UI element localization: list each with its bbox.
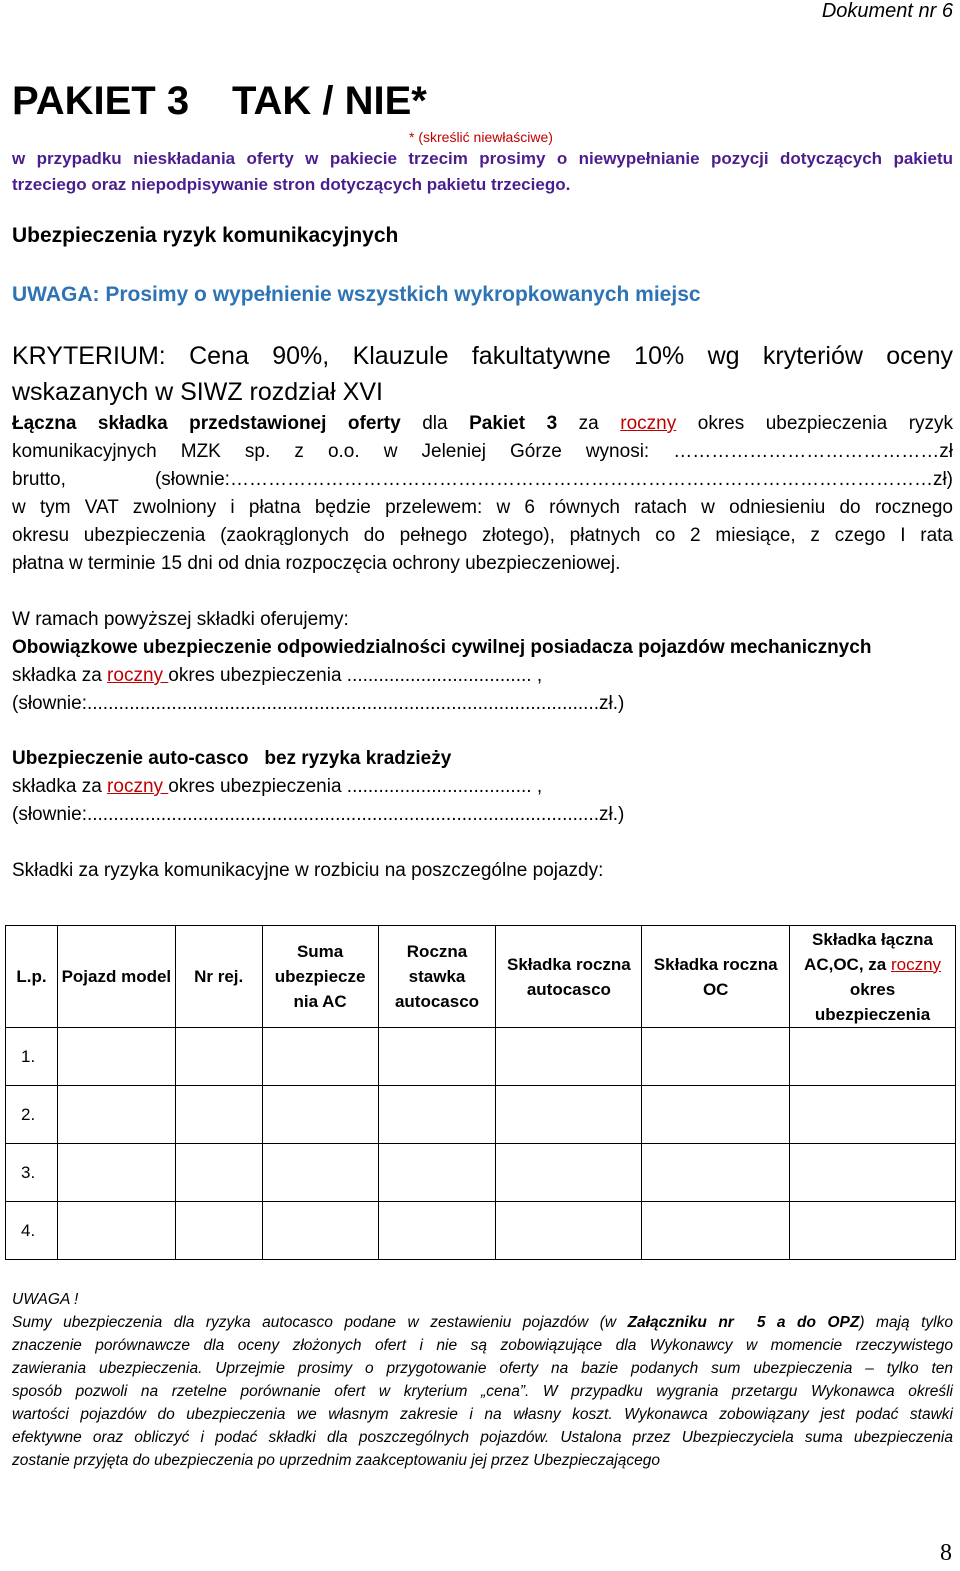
ac-premium-roczny: roczny — [107, 776, 169, 797]
header-sum-insured-ac: Suma ubezpiecze nia AC — [262, 926, 378, 1028]
premium-za: za — [578, 413, 599, 434]
header-total-roczny: roczny — [890, 954, 942, 974]
cell-premium-ac[interactable] — [496, 1144, 642, 1202]
instruction-line-1: w przypadku nieskładania oferty w pakiecie trzecim prosimy o niewypełnianie pozycji dotyczących pakietu — [12, 149, 953, 168]
cell-vehicle-model[interactable] — [57, 1144, 175, 1202]
premium-total-label: Łączna składka przedstawionej oferty — [12, 413, 401, 434]
footnote-title: UWAGA ! — [12, 1291, 79, 1308]
cell-reg-number[interactable] — [175, 1202, 262, 1260]
table-row — [6, 1028, 956, 1086]
footnote-line-1-a: Sumy ubezpieczenia dla ryzyka autocasco podane w zestawieniu pojazdów (w — [12, 1314, 628, 1331]
footnote-line-4: sposób pozwoli na rzetelne porównanie ofert w kryterium „cena”. W przypadku wygrania przetargu Wykonawca określi — [12, 1383, 953, 1400]
footnote-line-1 — [12, 1311, 953, 1334]
header-reg-number: Nr rej. — [175, 926, 262, 1028]
header-annual-premium-ac: Składka roczna autocasco — [496, 926, 642, 1028]
cell-sum-insured[interactable] — [262, 1028, 378, 1086]
cell-reg-number[interactable] — [175, 1028, 262, 1086]
oc-premium-roczny: roczny — [107, 665, 169, 686]
oc-premium-line — [12, 663, 542, 689]
yes-no-choice: TAK / NIE* — [232, 79, 427, 123]
header-total-premium — [790, 926, 956, 1028]
footnote-line-1-bold: Załączniku nr 5 a do OPZ — [627, 1314, 860, 1331]
header-total-c: okres — [849, 979, 896, 999]
header-annual-rate-ac: Roczna stawka autocasco — [378, 926, 496, 1028]
cell-vehicle-model[interactable] — [57, 1028, 175, 1086]
header-total-b: AC,OC, za — [804, 954, 891, 974]
cell-total[interactable] — [790, 1086, 956, 1144]
cell-reg-number[interactable] — [175, 1144, 262, 1202]
criteria-line-2: wskazanych w SIWZ rozdział XVI — [12, 378, 383, 406]
header-vehicle-model: Pojazd model — [57, 926, 175, 1028]
ac-premium-post: okres ubezpieczenia ................................... , — [168, 776, 543, 797]
cell-sum-insured[interactable] — [262, 1144, 378, 1202]
footnote-line-1-c: ) mają tylko — [859, 1314, 953, 1331]
table-intro: Składki za ryzyka komunikacyjne w rozbiciu na poszczególne pojazdy: — [12, 860, 604, 881]
row-number: 3. — [6, 1144, 58, 1202]
ac-title: Ubezpieczenie auto-casco bez ryzyka kradzieży — [12, 748, 452, 769]
oc-words: (słownie:.................................................................................................zł.) — [12, 693, 625, 714]
cell-premium-ac[interactable] — [496, 1202, 642, 1260]
cell-premium-oc[interactable] — [642, 1028, 790, 1086]
premium-pakiet: Pakiet 3 — [469, 413, 558, 434]
table-row — [6, 1202, 956, 1260]
cell-annual-rate[interactable] — [378, 1144, 496, 1202]
row-number: 4. — [6, 1202, 58, 1260]
premium-line-6: płatna w terminie 15 dni od dnia rozpoczęcia ochrony ubezpieczeniowej. — [12, 553, 621, 574]
oc-title: Obowiązkowe ubezpieczenie odpowiedzialności cywilnej posiadacza pojazdów mechanicznych — [12, 637, 872, 658]
cell-premium-oc[interactable] — [642, 1144, 790, 1202]
page-number: 8 — [940, 1540, 952, 1566]
footnote-line-5: wartości pojazdów do ubezpieczenia we własnym zakresie i na własny koszt. Wykonawca zobowiązany jest podać stawki — [12, 1406, 953, 1423]
vehicles-table — [5, 925, 956, 1260]
premium-line-4: w tym VAT zwolniony i płatna będzie przelewem: w 6 równych ratach w odniesieniu do rocznego — [12, 497, 953, 518]
row-number: 1. — [6, 1028, 58, 1086]
cell-vehicle-model[interactable] — [57, 1202, 175, 1260]
strike-note: * (skreślić niewłaściwe) — [409, 129, 553, 145]
fill-dots-notice: UWAGA: Prosimy o wypełnienie wszystkich wykropkowanych miejsc — [12, 283, 701, 306]
premium-dla: dla — [422, 413, 448, 434]
cell-sum-insured[interactable] — [262, 1202, 378, 1260]
header-total-a: Składka łączna — [812, 929, 934, 949]
footnote-line-2: znaczenie porównawcze dla oceny złożonych ofert i nie są zobowiązujące dla Wykonawcy w momencie rzeczywistego — [12, 1337, 953, 1354]
document-label: Dokument nr 6 — [821, 0, 953, 22]
cell-total[interactable] — [790, 1028, 956, 1086]
premium-rest: okres ubezpieczenia ryzyk — [697, 413, 954, 434]
ac-words: (słownie:.................................................................................................zł.) — [12, 804, 625, 825]
package-title: PAKIET 3 — [12, 79, 190, 123]
cell-premium-ac[interactable] — [496, 1086, 642, 1144]
premium-line-3: brutto, (słownie:…………………………………………………………………………………………………zł) — [12, 469, 953, 490]
premium-roczny: roczny — [620, 413, 677, 434]
offer-intro: W ramach powyższej składki oferujemy: — [12, 609, 349, 630]
row-number: 2. — [6, 1086, 58, 1144]
cell-reg-number[interactable] — [175, 1086, 262, 1144]
oc-premium-pre: składka za — [12, 665, 108, 686]
header-lp: L.p. — [6, 926, 58, 1028]
footnote-line-6: efektywne oraz obliczyć i podać składki dla poszczególnych pojazdów. Ustalona przez Ubezpieczyciela suma ubezpieczenia — [12, 1429, 953, 1446]
cell-sum-insured[interactable] — [262, 1086, 378, 1144]
footnote — [12, 1288, 953, 1472]
table-header-row — [6, 926, 956, 1028]
premium-line-1 — [12, 411, 953, 437]
ac-premium-pre: składka za — [12, 776, 108, 797]
table-row — [6, 1144, 956, 1202]
header-total-d: ubezpieczenia — [814, 1004, 931, 1024]
cell-annual-rate[interactable] — [378, 1086, 496, 1144]
footnote-line-7: zostanie przyjęta do ubezpieczenia po uprzednim zaakceptowaniu jej przez Ubezpieczającego — [12, 1452, 660, 1469]
cell-total[interactable] — [790, 1202, 956, 1260]
premium-line-2: komunikacyjnych MZK sp. z o.o. w Jeleniej Górze wynosi: ……………………………………zł — [12, 441, 953, 462]
cell-annual-rate[interactable] — [378, 1202, 496, 1260]
cell-total[interactable] — [790, 1144, 956, 1202]
criteria-line-1: KRYTERIUM: Cena 90%, Klauzule fakultatywne 10% wg kryteriów oceny — [12, 342, 953, 370]
cell-premium-ac[interactable] — [496, 1028, 642, 1086]
premium-line-5: okresu ubezpieczenia (zaokrąglonych do pełnego złotego), płatnych co 2 miesiące, z czego I rata — [12, 525, 953, 546]
instruction-line-2: trzeciego oraz niepodpisywanie stron dotyczących pakietu trzeciego. — [12, 175, 571, 194]
cell-annual-rate[interactable] — [378, 1028, 496, 1086]
cell-premium-oc[interactable] — [642, 1202, 790, 1260]
footnote-line-3: zawierania ubezpieczenia. Uprzejmie prosimy o przygotowanie oferty na bazie podanych sum ubezpieczenia – tylko ten — [12, 1360, 953, 1377]
cell-premium-oc[interactable] — [642, 1086, 790, 1144]
ac-premium-line — [12, 774, 542, 800]
oc-premium-post: okres ubezpieczenia ................................... , — [168, 665, 543, 686]
table-row — [6, 1086, 956, 1144]
header-annual-premium-oc: Składka roczna OC — [642, 926, 790, 1028]
cell-vehicle-model[interactable] — [57, 1086, 175, 1144]
section-title: Ubezpieczenia ryzyk komunikacyjnych — [12, 224, 399, 247]
